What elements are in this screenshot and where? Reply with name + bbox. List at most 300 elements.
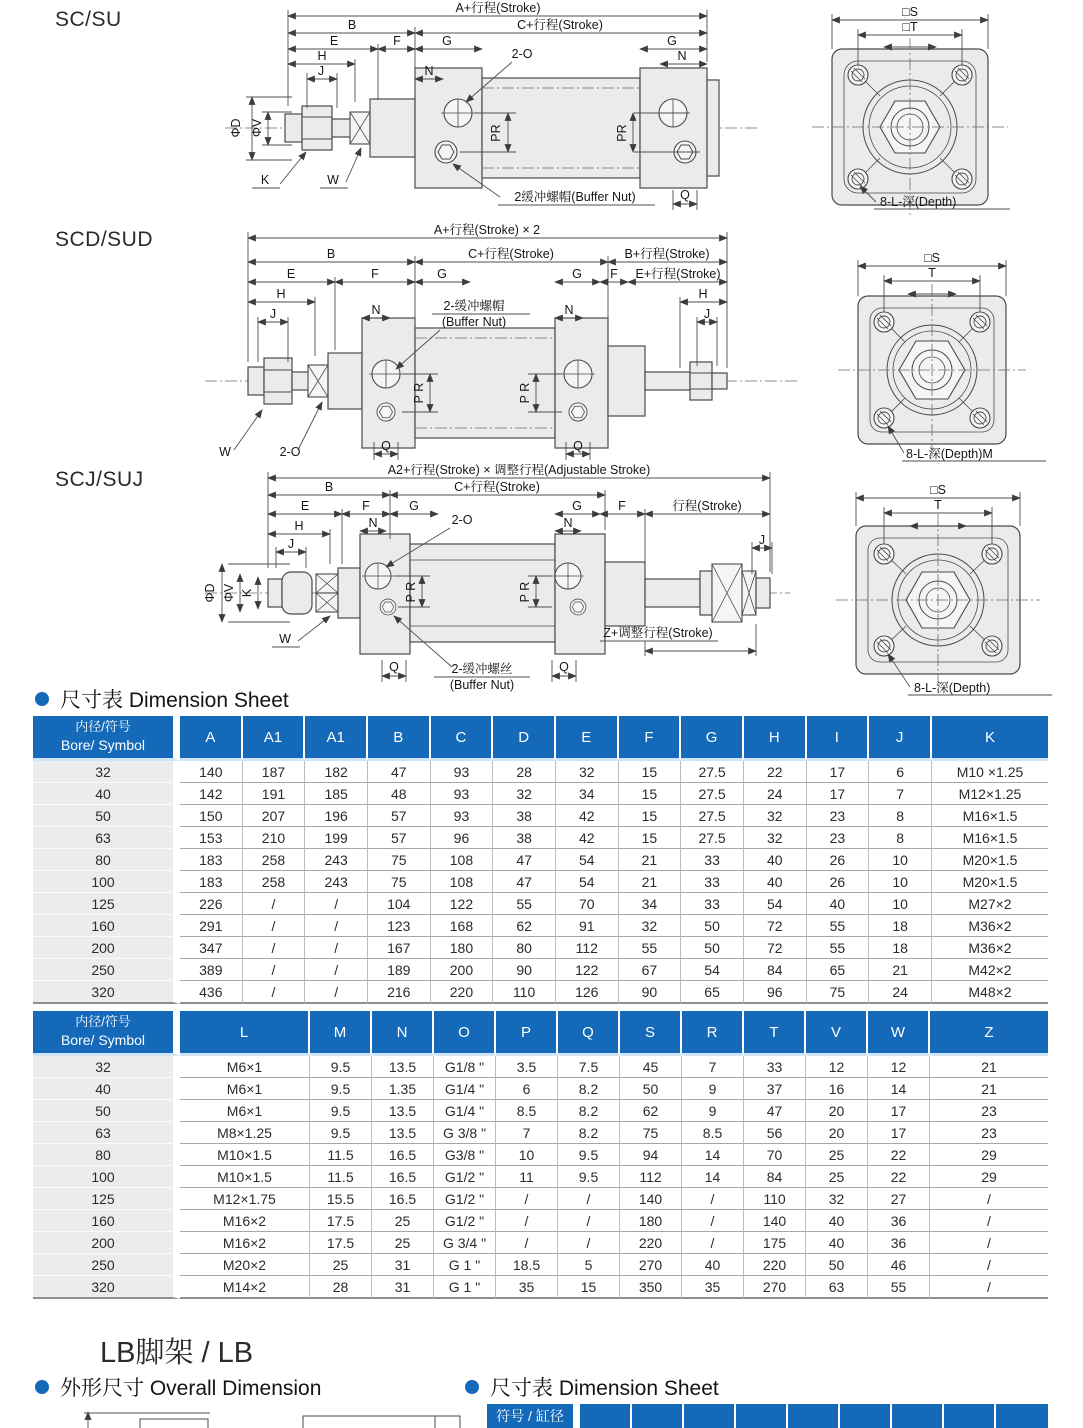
dimension-cell: 32 xyxy=(619,915,682,937)
dimension-cell: 9 xyxy=(682,1100,744,1122)
dimension-cell: M10×1.5 xyxy=(180,1166,310,1188)
dim-label-square-s: □S xyxy=(930,483,946,497)
scj-suj-end-view xyxy=(836,483,1052,695)
dimension-cell: 436 xyxy=(180,981,243,1004)
dimension-cell: 55 xyxy=(868,1276,930,1299)
dimension-cell: 22 xyxy=(868,1144,930,1166)
dimension-cell: 17 xyxy=(807,761,870,783)
dimension-cell: 8 xyxy=(869,827,932,849)
dimension-cell: 54 xyxy=(744,893,807,915)
dimension-cell: / xyxy=(930,1276,1048,1299)
dimension-cell: 62 xyxy=(620,1100,682,1122)
dimension-cell: 8.5 xyxy=(496,1100,558,1122)
diagram-title-sc-su: SC/SU xyxy=(55,8,122,31)
dimension-cell: 21 xyxy=(930,1056,1048,1078)
dim-label-z-adjust: Z+调整行程(Stroke) xyxy=(603,626,713,640)
dim-label-j: J xyxy=(317,64,325,78)
bore-cell: 100 xyxy=(33,1166,180,1188)
dim-label-q-right: Q xyxy=(559,660,569,674)
dimension-cell: / xyxy=(305,959,368,981)
dimension-cell: 7 xyxy=(869,783,932,805)
dimension-cell: 7 xyxy=(682,1056,744,1078)
dimension-cell: / xyxy=(930,1232,1048,1254)
dimension-cell: 216 xyxy=(368,981,431,1004)
dimension-cell: M36×2 xyxy=(932,915,1048,937)
dimension-cell: 55 xyxy=(619,937,682,959)
dimension-cell: 93 xyxy=(431,805,494,827)
dimension-cell: 27 xyxy=(868,1188,930,1210)
dimension-cell: 108 xyxy=(431,871,494,893)
bore-cell: 200 xyxy=(33,937,180,959)
dimension-table-1 xyxy=(33,716,1048,1004)
dimension-cell: 28 xyxy=(493,761,556,783)
dimension-cell: 34 xyxy=(619,893,682,915)
dim-label-phi-v: ΦV xyxy=(250,118,264,138)
dim-label-q: Q xyxy=(381,439,391,453)
dim-label-n: N xyxy=(371,303,381,317)
dimension-cell: M16×1.5 xyxy=(932,827,1048,849)
dimension-cell: 183 xyxy=(180,849,243,871)
table-row xyxy=(33,937,1048,959)
dimension-cell: 23 xyxy=(807,805,870,827)
dimension-cell: M6×1 xyxy=(180,1100,310,1122)
dim-label-j: J xyxy=(287,537,295,551)
dim-label-q: Q xyxy=(389,660,399,674)
dimension-cell: 90 xyxy=(619,981,682,1004)
dim-label-e-stroke: E+行程(Stroke) xyxy=(635,267,721,281)
dimension-cell: 57 xyxy=(368,805,431,827)
dim-label-pr-right: P R xyxy=(518,382,532,404)
dimension-cell: 26 xyxy=(807,849,870,871)
dimension-cell: 90 xyxy=(493,959,556,981)
column-header: V xyxy=(806,1011,868,1056)
bore-symbol-header: 内径/符号 Bore/ Symbol xyxy=(33,716,180,761)
dimension-cell: 50 xyxy=(806,1254,868,1276)
dimension-cell: 75 xyxy=(807,981,870,1004)
dimension-cell: 46 xyxy=(868,1254,930,1276)
column-header xyxy=(684,1404,736,1428)
column-header: A1 xyxy=(305,716,368,761)
dimension-cell: 67 xyxy=(619,959,682,981)
dimension-cell: 8.2 xyxy=(558,1100,620,1122)
dimension-cell: 33 xyxy=(744,1056,806,1078)
dimension-cell: 32 xyxy=(744,805,807,827)
dimension-cell: 54 xyxy=(556,849,619,871)
dimension-cell: / xyxy=(558,1210,620,1232)
dimension-cell: 56 xyxy=(744,1122,806,1144)
bore-cell: 125 xyxy=(33,893,180,915)
column-header xyxy=(944,1404,996,1428)
table-row xyxy=(33,959,1048,981)
dimension-cell: 75 xyxy=(368,871,431,893)
dimension-cell: 18.5 xyxy=(496,1254,558,1276)
column-header: C xyxy=(431,716,494,761)
dimension-cell: 183 xyxy=(180,871,243,893)
bore-cell: 80 xyxy=(33,1144,180,1166)
dimension-cell: G1/4 " xyxy=(434,1100,496,1122)
column-header: E xyxy=(556,716,619,761)
dimension-cell: 40 xyxy=(806,1210,868,1232)
dimension-cell: 291 xyxy=(180,915,243,937)
dim-label-b: B xyxy=(326,247,336,261)
dimension-cell: 14 xyxy=(868,1078,930,1100)
dimension-cell: 33 xyxy=(681,849,744,871)
dimension-cell: 55 xyxy=(807,937,870,959)
dimension-cell: 38 xyxy=(493,805,556,827)
dim-label-h-right: H xyxy=(698,287,708,301)
buffer-screw-label-1: 2-缓冲螺丝 xyxy=(451,662,513,676)
dimension-cell: 17.5 xyxy=(310,1232,372,1254)
column-header: R xyxy=(682,1011,744,1056)
dimension-cell: M16×2 xyxy=(180,1210,310,1232)
dimension-cell: 42 xyxy=(556,805,619,827)
lb-table-clip xyxy=(487,1404,1048,1428)
column-header: M xyxy=(310,1011,372,1056)
dimension-cell: 31 xyxy=(372,1276,434,1299)
dimension-cell: 112 xyxy=(556,937,619,959)
dimension-cell: / xyxy=(243,893,306,915)
column-header: J xyxy=(869,716,932,761)
dimension-cell: / xyxy=(243,959,306,981)
dimension-cell: 50 xyxy=(681,915,744,937)
dim-label-n-right: N xyxy=(677,49,687,63)
dimension-cell: 1.35 xyxy=(372,1078,434,1100)
column-header: B xyxy=(368,716,431,761)
buffer-nut-label: 2缓冲螺帽(Buffer Nut) xyxy=(514,190,636,204)
overall-dimension-heading xyxy=(35,1372,321,1402)
dimension-cell: 22 xyxy=(868,1166,930,1188)
dimension-cell: 7 xyxy=(496,1122,558,1144)
dimension-cell: 96 xyxy=(744,981,807,1004)
dim-label-t: T xyxy=(928,266,936,280)
table-header-row xyxy=(487,1404,1048,1428)
dimension-cell: 24 xyxy=(869,981,932,1004)
dimension-cell: 15 xyxy=(619,805,682,827)
dimension-cell: / xyxy=(496,1188,558,1210)
dimension-cell: M20×1.5 xyxy=(932,871,1048,893)
dimension-cell: 29 xyxy=(930,1144,1048,1166)
dimension-cell: 122 xyxy=(556,959,619,981)
dimension-cell: 10 xyxy=(869,871,932,893)
dimension-cell: 16.5 xyxy=(372,1144,434,1166)
dimension-cell: M14×2 xyxy=(180,1276,310,1299)
column-header: N xyxy=(372,1011,434,1056)
dimension-cell: 23 xyxy=(807,827,870,849)
dimension-cell: / xyxy=(682,1210,744,1232)
dimension-cell: 16.5 xyxy=(372,1166,434,1188)
dimension-sheet-heading-2 xyxy=(465,1372,719,1402)
dimension-cell: 9.5 xyxy=(310,1078,372,1100)
dimension-cell: 70 xyxy=(556,893,619,915)
column-header: T xyxy=(744,1011,806,1056)
dimension-cell: 48 xyxy=(368,783,431,805)
dim-label-pr: P R xyxy=(412,382,426,404)
dimension-cell: 45 xyxy=(620,1056,682,1078)
bore-cell: 40 xyxy=(33,1078,180,1100)
table-header-row xyxy=(33,1011,1048,1056)
lb-section-heading: LB脚架 / LB xyxy=(100,1337,254,1369)
dim-label-f-right: F xyxy=(618,499,626,513)
column-header: A1 xyxy=(243,716,306,761)
dimension-cell: 94 xyxy=(620,1144,682,1166)
column-header: P xyxy=(496,1011,558,1056)
dimension-cell: 10 xyxy=(869,849,932,871)
dimension-cell: 27.5 xyxy=(681,827,744,849)
dimension-cell: 29 xyxy=(930,1166,1048,1188)
dimension-cell: M20×1.5 xyxy=(932,849,1048,871)
dimension-cell: 20 xyxy=(806,1122,868,1144)
bore-cell: 63 xyxy=(33,827,180,849)
dimension-cell: 32 xyxy=(493,783,556,805)
dimension-cell: 175 xyxy=(744,1232,806,1254)
dimension-cell: 37 xyxy=(744,1078,806,1100)
dimension-cell: 126 xyxy=(556,981,619,1004)
dimension-cell: 8 xyxy=(869,805,932,827)
dimension-cell: 42 xyxy=(556,827,619,849)
table-row xyxy=(33,1078,1048,1100)
column-header: F xyxy=(619,716,682,761)
dimension-sheet-heading-2-text: 尺寸表 Dimension Sheet xyxy=(490,1377,719,1400)
dim-label-g: G xyxy=(442,34,452,48)
table-row xyxy=(33,849,1048,871)
column-header: Z xyxy=(930,1011,1048,1056)
bore-cell: 63 xyxy=(33,1122,180,1144)
dimension-cell: 91 xyxy=(556,915,619,937)
dimension-cell: 17 xyxy=(868,1122,930,1144)
bore-cell: 125 xyxy=(33,1188,180,1210)
dimension-cell: 3.5 xyxy=(496,1056,558,1078)
dimension-cell: G 3/8 " xyxy=(434,1122,496,1144)
buffer-nut-label-2: (Buffer Nut) xyxy=(441,315,507,329)
diagram-title-scj-suj: SCJ/SUJ xyxy=(55,468,144,491)
dim-label-t: T xyxy=(934,498,942,512)
dim-label-b: B xyxy=(347,18,357,32)
dim-label-h: H xyxy=(276,287,286,301)
dimension-cell: G1/4 " xyxy=(434,1078,496,1100)
dim-label-n: N xyxy=(424,64,434,78)
dimension-cell: / xyxy=(243,937,306,959)
bore-symbol-header: 内径/符号 Bore/ Symbol xyxy=(33,1011,180,1056)
dim-label-c-stroke: C+行程(Stroke) xyxy=(517,18,603,32)
dimension-cell: 40 xyxy=(744,871,807,893)
depth-label: 8-L-深(Depth) xyxy=(914,681,991,695)
dimension-cell: 11.5 xyxy=(310,1144,372,1166)
dimension-cell: 10 xyxy=(496,1144,558,1166)
table-row xyxy=(33,1188,1048,1210)
dimension-cell: 34 xyxy=(556,783,619,805)
dimension-cell: 11.5 xyxy=(310,1166,372,1188)
dimension-cell: 5 xyxy=(558,1254,620,1276)
dim-label-2o: 2-O xyxy=(451,513,473,527)
dimension-cell: 23 xyxy=(930,1122,1048,1144)
dimension-cell: 15 xyxy=(619,761,682,783)
column-header: H xyxy=(744,716,807,761)
dimension-cell: 191 xyxy=(243,783,306,805)
dimension-cell: 33 xyxy=(681,871,744,893)
table-row xyxy=(33,1232,1048,1254)
dim-label-a-stroke: A+行程(Stroke) xyxy=(455,1,541,15)
dimension-cell: 243 xyxy=(305,871,368,893)
dim-label-pr: P R xyxy=(404,581,418,603)
dimension-cell: G3/8 " xyxy=(434,1144,496,1166)
dim-label-j-right: J xyxy=(703,307,711,321)
dim-label-w: W xyxy=(219,445,231,459)
column-header xyxy=(736,1404,788,1428)
dimension-cell: 21 xyxy=(619,871,682,893)
dim-label-f: F xyxy=(393,34,401,48)
dim-label-a2-adjustable: A2+行程(Stroke) × 调整行程(Adjustable Stroke) xyxy=(387,464,651,477)
dimension-cell: M8×1.25 xyxy=(180,1122,310,1144)
dimension-table-2 xyxy=(33,1011,1048,1299)
dimension-cell: 9.5 xyxy=(558,1144,620,1166)
bullet-icon xyxy=(465,1380,479,1394)
bore-cell: 250 xyxy=(33,959,180,981)
sc-su-side-view xyxy=(225,1,758,210)
bore-cell: 50 xyxy=(33,1100,180,1122)
dim-label-e: E xyxy=(329,34,339,48)
dim-label-n-right: N xyxy=(563,516,573,530)
dimension-cell: / xyxy=(930,1188,1048,1210)
table-row xyxy=(33,1210,1048,1232)
buffer-nut-label-1: 2-缓冲螺帽 xyxy=(443,299,505,313)
dimension-cell: / xyxy=(682,1188,744,1210)
dimension-cell: / xyxy=(930,1254,1048,1276)
dimension-cell: 50 xyxy=(681,937,744,959)
dimension-cell: 185 xyxy=(305,783,368,805)
table-row xyxy=(33,1144,1048,1166)
diagram-title-scd-sud: SCD/SUD xyxy=(55,228,154,251)
dimension-cell: / xyxy=(243,981,306,1004)
dim-label-phi-d: ΦD xyxy=(229,118,243,138)
dimension-cell: / xyxy=(496,1210,558,1232)
dimension-cell: 168 xyxy=(431,915,494,937)
dim-label-h: H xyxy=(317,49,327,63)
dim-label-2o: 2-O xyxy=(511,47,533,61)
dimension-sheet-heading xyxy=(35,684,289,714)
dim-label-square-t: □T xyxy=(902,20,918,34)
dimension-cell: 220 xyxy=(431,981,494,1004)
dim-label-f-right: F xyxy=(610,267,618,281)
dimension-cell: 16 xyxy=(806,1078,868,1100)
table-row xyxy=(33,981,1048,1004)
dimension-cell: 15 xyxy=(619,783,682,805)
column-header: I xyxy=(807,716,870,761)
column-header xyxy=(996,1404,1048,1428)
dimension-cell: 32 xyxy=(806,1188,868,1210)
dimension-cell: 7.5 xyxy=(558,1056,620,1078)
column-header xyxy=(840,1404,892,1428)
dim-label-square-s: □S xyxy=(924,251,940,265)
dimension-cell: 180 xyxy=(620,1210,682,1232)
dim-label-j-right: J xyxy=(758,533,766,547)
dimension-cell: M42×2 xyxy=(932,959,1048,981)
dimension-cell: 140 xyxy=(620,1188,682,1210)
dim-label-2o: 2-O xyxy=(279,445,301,459)
table-row xyxy=(33,1122,1048,1144)
dim-label-g: G xyxy=(409,499,419,513)
dim-label-f: F xyxy=(371,267,379,281)
dimension-cell: 182 xyxy=(305,761,368,783)
dimension-cell: 96 xyxy=(431,827,494,849)
dimension-cell: 93 xyxy=(431,783,494,805)
bore-cell: 100 xyxy=(33,871,180,893)
dim-label-g-right: G xyxy=(572,499,582,513)
dimension-cell: 55 xyxy=(807,915,870,937)
dimension-cell: 20 xyxy=(806,1100,868,1122)
bore-cell: 160 xyxy=(33,915,180,937)
column-header: A xyxy=(180,716,243,761)
dimension-cell: 9 xyxy=(682,1078,744,1100)
dimension-cell: M6×1 xyxy=(180,1056,310,1078)
dimension-sheet-heading-text: 尺寸表 Dimension Sheet xyxy=(60,689,289,712)
dimension-cell: 72 xyxy=(744,915,807,937)
depth-label: 8-L-深(Depth) xyxy=(880,195,957,209)
dimension-cell: 12 xyxy=(868,1056,930,1078)
buffer-screw-label-2: (Buffer Nut) xyxy=(449,678,515,692)
dimension-cell: 40 xyxy=(806,1232,868,1254)
bullet-icon xyxy=(35,692,49,706)
dimension-cell: 70 xyxy=(744,1144,806,1166)
dimension-cell: 25 xyxy=(806,1144,868,1166)
dim-label-n-right: N xyxy=(564,303,574,317)
dim-label-b: B xyxy=(324,480,334,494)
dim-label-f: F xyxy=(362,499,370,513)
column-header xyxy=(788,1404,840,1428)
dimension-cell: 15 xyxy=(619,827,682,849)
dimension-cell: 75 xyxy=(368,849,431,871)
dimension-cell: 142 xyxy=(180,783,243,805)
scd-sud-diagram xyxy=(0,222,1083,464)
dimension-cell: 13.5 xyxy=(372,1056,434,1078)
dimension-cell: 21 xyxy=(930,1078,1048,1100)
column-header: S xyxy=(620,1011,682,1056)
bore-cell: 160 xyxy=(33,1210,180,1232)
dimension-cell: 21 xyxy=(619,849,682,871)
dimension-cell: 12 xyxy=(806,1056,868,1078)
dimension-cell: 25 xyxy=(372,1232,434,1254)
bore-cell: 40 xyxy=(33,783,180,805)
dim-label-phi-v: ΦV xyxy=(222,583,236,603)
dim-label-pr-right: PR xyxy=(615,124,629,142)
dimension-cell: 84 xyxy=(744,1166,806,1188)
dimension-cell: M16×1.5 xyxy=(932,805,1048,827)
column-header xyxy=(892,1404,944,1428)
dimension-cell: 112 xyxy=(620,1166,682,1188)
dimension-cell: 84 xyxy=(744,959,807,981)
dimension-cell: 38 xyxy=(493,827,556,849)
dimension-cell: 75 xyxy=(620,1122,682,1144)
dim-label-pr: PR xyxy=(489,124,503,142)
dimension-cell: 27.5 xyxy=(681,761,744,783)
dimension-cell: 8.2 xyxy=(558,1078,620,1100)
dimension-cell: G1/2 " xyxy=(434,1188,496,1210)
dim-label-g-right: G xyxy=(667,34,677,48)
dimension-cell: 55 xyxy=(493,893,556,915)
dimension-cell: 199 xyxy=(305,827,368,849)
dimension-cell: 8.2 xyxy=(558,1122,620,1144)
dimension-cell: 14 xyxy=(682,1144,744,1166)
dimension-cell: 33 xyxy=(681,893,744,915)
dimension-cell: 36 xyxy=(868,1232,930,1254)
dimension-cell: 21 xyxy=(869,959,932,981)
scd-sud-side-view xyxy=(205,223,800,460)
sc-su-diagram xyxy=(0,0,1083,222)
dimension-cell: 17 xyxy=(868,1100,930,1122)
dimension-cell: 6 xyxy=(496,1078,558,1100)
dimension-cell: 63 xyxy=(806,1276,868,1299)
dimension-cell: M48×2 xyxy=(932,981,1048,1004)
table-row xyxy=(33,1254,1048,1276)
